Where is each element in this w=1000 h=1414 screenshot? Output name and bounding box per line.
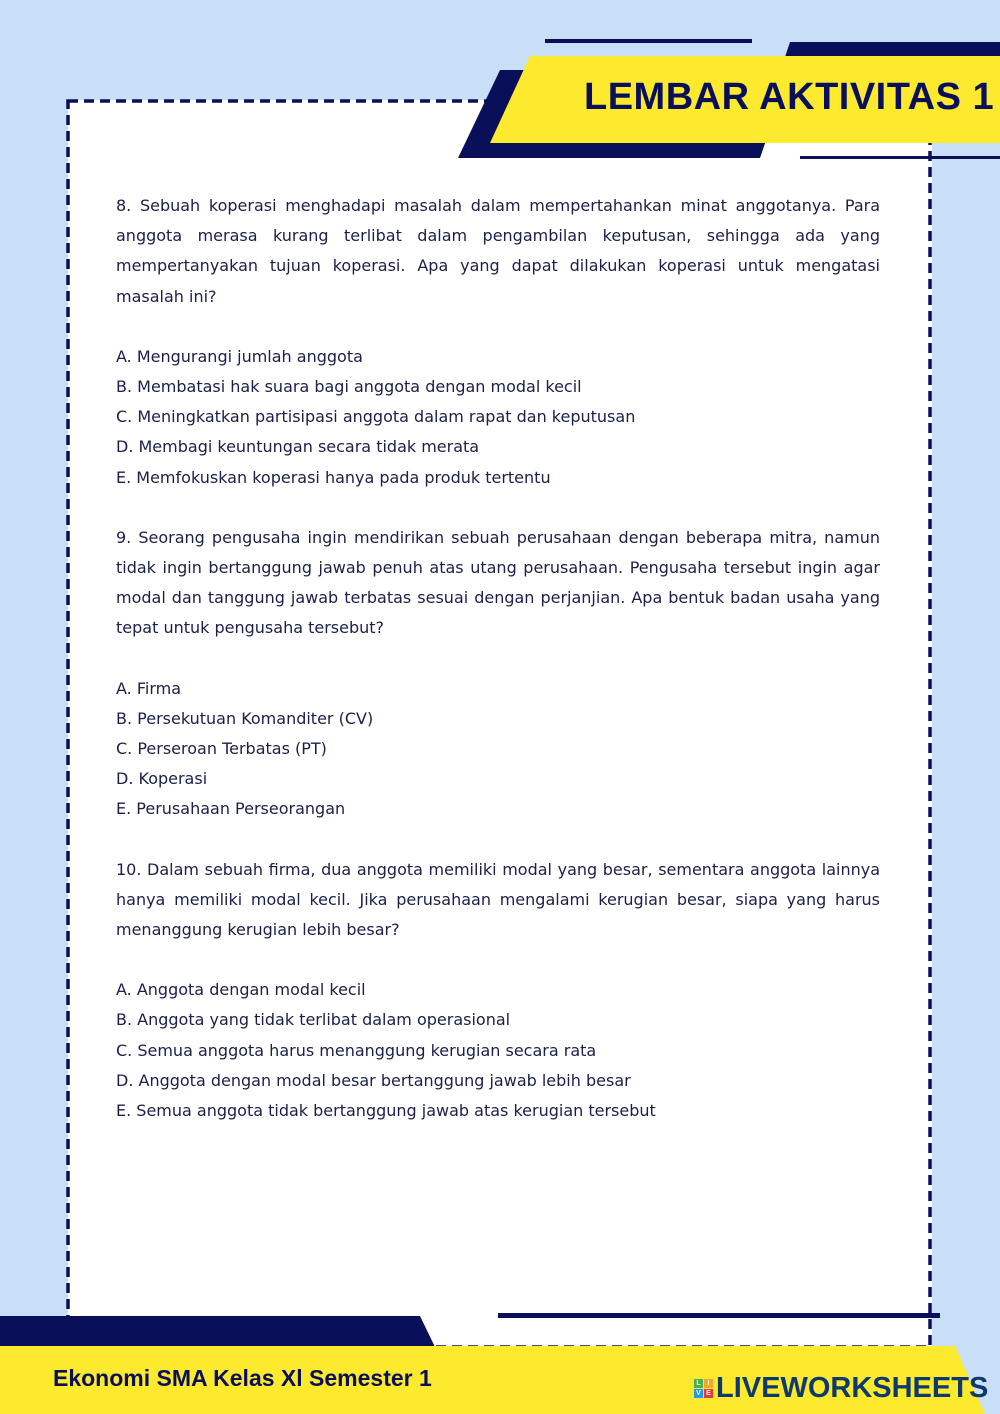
option-e: E. Semua anggota tidak bertanggung jawab atas kerugian tersebut <box>116 1101 656 1121</box>
question-text: 10. Dalam sebuah firma, dua anggota memiliki modal yang besar, sementara anggota lainnya hanya memiliki modal kecil. Jika perusahaan mengalami kerugian besar, siapa yang harus menanggung kerugian lebih besar? <box>116 859 880 940</box>
option-e: E. Memfokuskan koperasi hanya pada produk tertentu <box>116 467 551 487</box>
logo-letter: I <box>704 1379 713 1388</box>
logo-letter: L <box>694 1379 703 1388</box>
logo-letter: E <box>704 1389 713 1398</box>
option-a: A. Firma <box>116 678 182 698</box>
questions-content <box>116 191 880 1156</box>
liveworksheets-logo-icon <box>694 1379 713 1398</box>
page-title: LEMBAR AKTIVITAS 1 <box>584 76 995 118</box>
question-text: 8. Sebuah koperasi menghadapi masalah dalam mempertahankan minat anggotanya. Para anggota merasa kurang terlibat dalam pengambilan keputusan, sehingga ada yang mempertanyakan tujuan koperasi. Apa yang dapat dilakukan koperasi untuk mengatasi masalah ini? <box>116 196 880 306</box>
option-b: B. Persekutuan Komanditer (CV) <box>116 708 374 728</box>
option-e: E. Perusahaan Perseorangan <box>116 799 346 819</box>
question-text: 9. Seorang pengusaha ingin mendirikan sebuah perusahaan dengan beberapa mitra, namun tidak ingin bertanggung jawab penuh atas utang perusahaan. Pengusaha tersebut ingin agar modal dan tanggung jawab terbatas sesuai dengan perjanjian. Apa bentuk badan usaha yang tepat untuk pengusaha tersebut? <box>116 527 880 638</box>
option-a: A. Anggota dengan modal kecil <box>116 980 366 1000</box>
option-c: C. Perseroan Terbatas (PT) <box>116 739 327 759</box>
option-c: C. Meningkatkan partisipasi anggota dalam rapat dan keputusan <box>116 407 636 427</box>
question-9 <box>116 523 880 825</box>
question-8 <box>116 191 880 493</box>
footer-subject: Ekonomi SMA Kelas Xl Semester 1 <box>53 1365 432 1391</box>
question-10 <box>116 855 880 1127</box>
option-c: C. Semua anggota harus menanggung kerugian secara rata <box>116 1040 597 1060</box>
liveworksheets-brand[interactable] <box>694 1372 988 1405</box>
option-d: D. Membagi keuntungan secara tidak merata <box>116 437 480 457</box>
brand-name: LIVEWORKSHEETS <box>716 1372 989 1404</box>
option-d: D. Anggota dengan modal besar bertanggung jawab lebih besar <box>116 1070 631 1090</box>
option-a: A. Mengurangi jumlah anggota <box>116 346 363 366</box>
option-b: B. Anggota yang tidak terlibat dalam operasional <box>116 1010 511 1030</box>
logo-letter: V <box>694 1389 703 1398</box>
option-d: D. Koperasi <box>116 769 208 789</box>
option-b: B. Membatasi hak suara bagi anggota dengan modal kecil <box>116 377 582 397</box>
